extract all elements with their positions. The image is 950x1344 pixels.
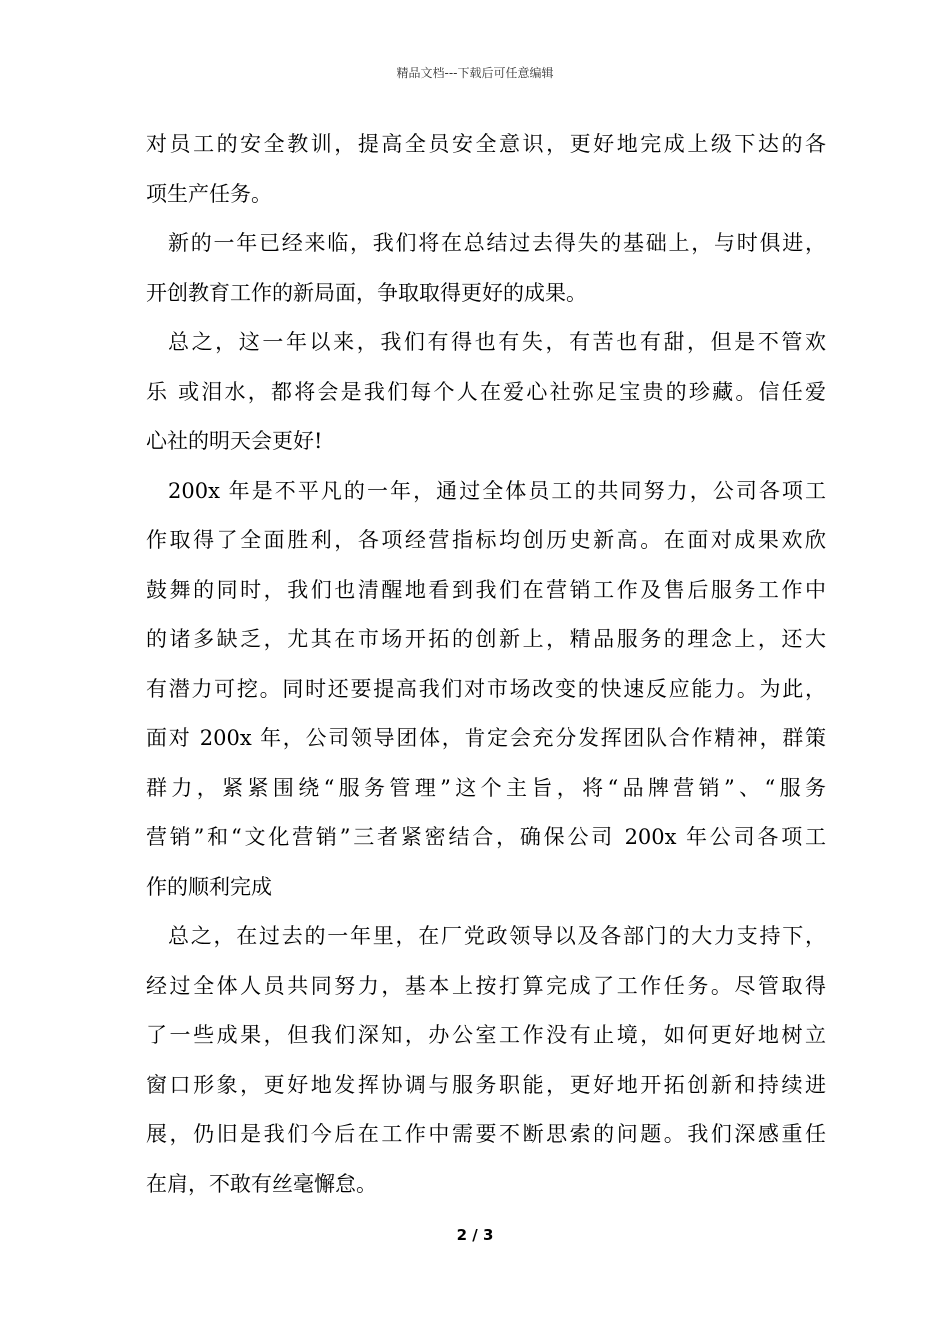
text-line: 乐 或泪水，都将会是我们每个人在爱心社弥足宝贵的珍藏。信任爱 bbox=[146, 379, 826, 404]
text-line: 项生产任务。 bbox=[146, 181, 272, 206]
text-line: 营销”和“文化营销”三者紧密结合，确保公司 200x 年公司各项工 bbox=[146, 825, 826, 849]
text-line: 新的一年已经来临，我们将在总结过去得失的基础上，与时俱进， bbox=[168, 231, 826, 255]
text-line: 了一些成果，但我们深知，办公室工作没有止境，如何更好地树立 bbox=[146, 1023, 826, 1047]
text-line: 总之，在过去的一年里，在厂党政领导以及各部门的大力支持下， bbox=[168, 924, 826, 948]
text-line: 作的顺利完成 bbox=[146, 874, 272, 899]
text-line: 面对 200x 年，公司领导团体，肯定会充分发挥团队合作精神，群策 bbox=[146, 726, 826, 750]
text-line: 窗口形象，更好地发挥协调与服务职能，更好地开拓创新和持续进 bbox=[146, 1072, 826, 1097]
text-line: 在肩，不敢有丝毫懈怠。 bbox=[146, 1171, 377, 1196]
text-line: 展，仍旧是我们今后在工作中需要不断思索的问题。我们深感重任 bbox=[146, 1122, 826, 1146]
text-line: 心社的明天会更好! bbox=[146, 429, 323, 453]
text-line: 经过全体人员共同努力，基本上按打算完成了工作任务。尽管取得 bbox=[146, 973, 826, 998]
text-line: 200x 年是不平凡的一年，通过全体员工的共同努力，公司各项工 bbox=[168, 478, 826, 503]
text-line: 的诸多缺乏，尤其在市场开拓的创新上，精品服务的理念上，还大 bbox=[146, 627, 826, 651]
text-line: 群力，紧紧围绕“服务管理”这个主旨，将“品牌营销”、“服务 bbox=[146, 775, 826, 800]
document-body bbox=[146, 120, 826, 1209]
page-number: 2 / 3 bbox=[456, 1226, 494, 1244]
text-line: 开创教育工作的新局面，争取取得更好的成果。 bbox=[146, 280, 587, 305]
page-header: 精品文档---下载后可任意编辑 bbox=[396, 66, 554, 80]
text-line: 鼓舞的同时，我们也清醒地看到我们在营销工作及售后服务工作中 bbox=[146, 577, 826, 602]
text-line: 作取得了全面胜利，各项经营指标均创历史新高。在面对成果欢欣 bbox=[146, 528, 826, 552]
text-line: 有潜力可挖。同时还要提高我们对市场改变的快速反应能力。为此， bbox=[146, 676, 826, 701]
text-line: 总之，这一年以来，我们有得也有失，有苦也有甜，但是不管欢 bbox=[168, 330, 826, 354]
text-line: 对员工的安全教训，提高全员安全意识，更好地完成上级下达的各 bbox=[146, 132, 826, 156]
